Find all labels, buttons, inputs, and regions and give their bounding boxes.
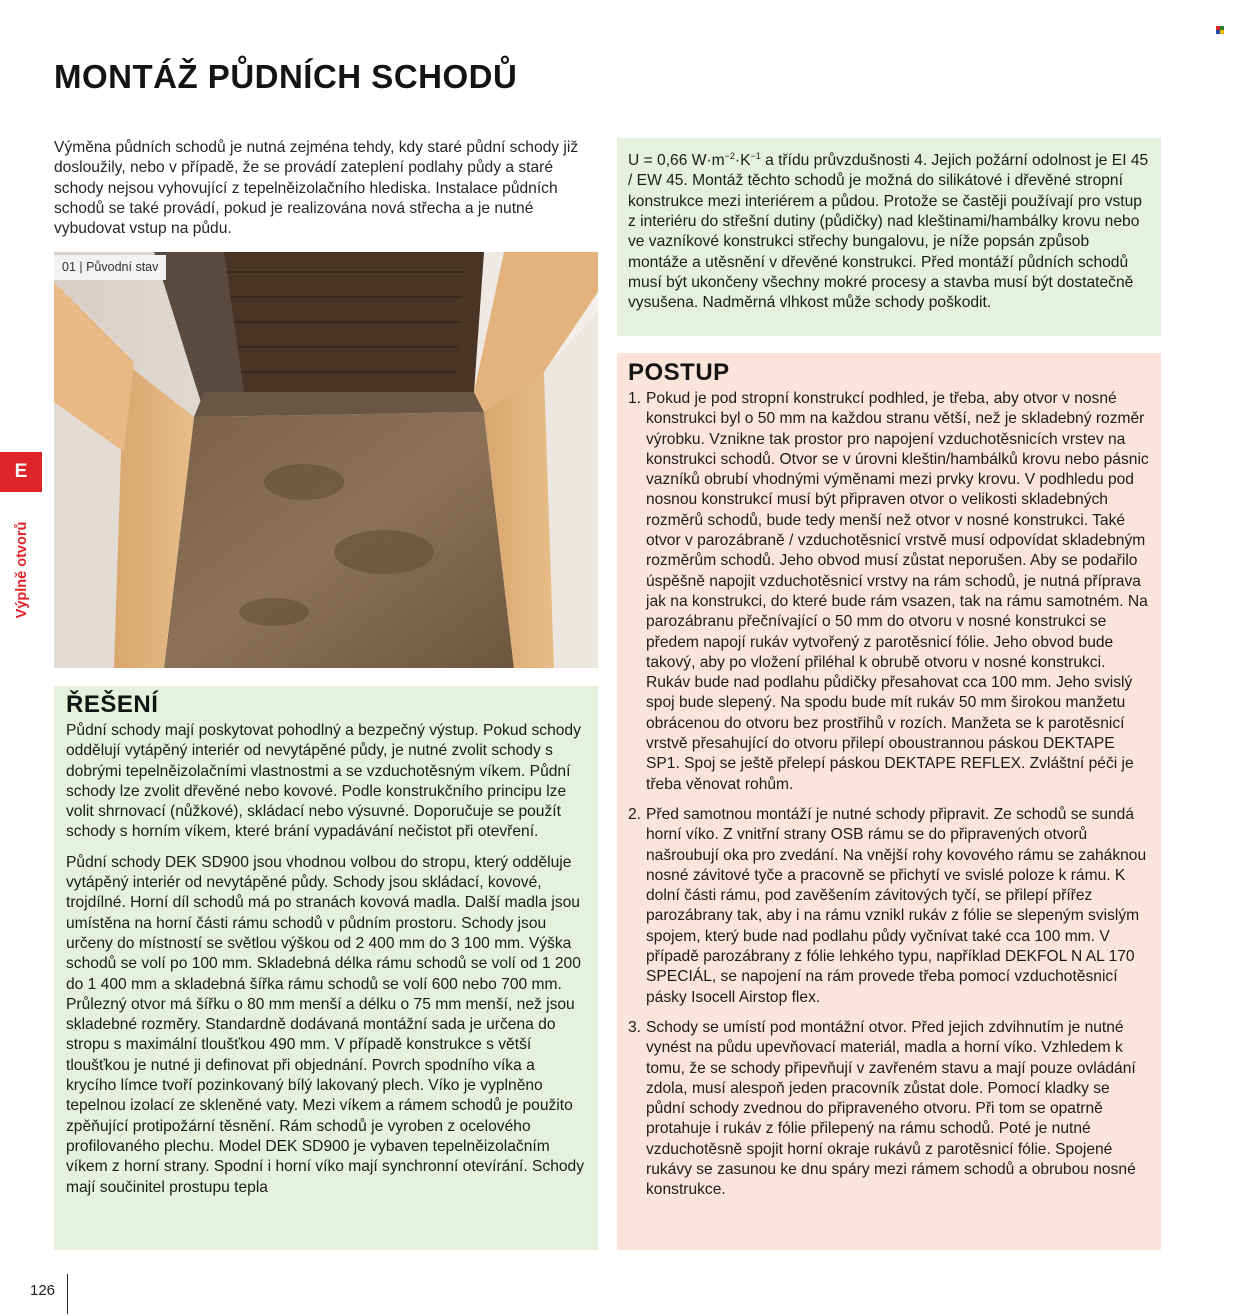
- step-text: Pokud je pod stropní konstrukcí podhled, je třeba, aby otvor v nosné konstrukci byl o 50 mm na každou stranu větší, než je skladebný rozměr výrobku. Vznikne tak prostor pro napojení vzduchotěsnicích vrstev na konstrukci schodů. Otvor se v úrovni kleštin/hambálků krovu nebo pásnic vazníků obrubí vhodnými výměnami mezi prvky krovu. V podhledu pod nosnou konstrukcí musí být připraven otvor o velikosti skladebných rozměrů schodů, bude tedy menší než otvor v nosné konstrukci. Také otvor v parozábraně / vzduchotěsnicí vrstvě musí odpovídat skladebným rozměrům schodů. Jeho obvod musí zůstat neporušen. Aby se podařilo úspěšně napojit vzduchotěsnicí vrstvy na rám schodů, je nutná příprava jak na konstrukci, do které bude rám vsazen, tak na rámu samotném. Na parozábranu přečnívající o 50 mm do otvoru v nosné konstrukci se předem napojí rukáv vytvořený z parotěsnicí fólie. Jeho obvod bude takový, aby po vložení přiléhal k obrubě otvoru v nosné konstrukci. Rukáv bude nad podlahu půdičky přesahovat cca 100 mm. Jeho svislý spoj bude slepený. Na spodu bude mít rukáv 50 mm širokou manžetu obrácenou do otvoru bez prostřihů v rozích. Manžeta se k parotěsnicí vrstvě přesahující do otvoru přilepí oboustrannou páskou DEKTAPE SP1. Spoj se ještě přelepí páskou DEKTAPE REFLEX. Zvláštní péči je třeba věnovat rohům.: [646, 390, 1149, 793]
- reseni-paragraph-2: Půdní schody DEK SD900 jsou vhodnou volbou do stropu, který odděluje vytápěný interiér od nevytápěné půdy. Schody jsou skládací, kovové, trojdílné. Horní díl schodů má po stranách kovová madla. Další madla jsou umístěna na horní části rámu schodů v půdním prostoru. Schody jsou určeny do místností se světlou výškou od 2 400 mm do 3 100 mm. Výška schodů se volí po 100 mm. Skladebná délka rámu schodů se volí od 1 200 do 1 400 mm a skladebná šířka rámu schodů se volí 600 nebo 700 mm. Průlezný otvor má šířku o 80 mm menší a délku o 75 mm menší, než jsou skladebné rozměry. Standardně dodávaná montážní sada je určena do stropu s maximální tloušťkou 490 mm. V případě konstrukce s větší tloušťkou je nutné ji definovat při objednání. Povrch spodního víka a krycího límce tvoří pozinkovaný bílý lakovaný plech. Víko je vyplněno tepelnou izolací ze skleněné vaty. Mezi víkem a rámem schodů je použito zpěňující protipožární těsnění. Rám schodů je vyroben z ocelového profilovaného plechu. Model DEK SD900 je vybaven tepelněizolačním víkem z horní strany. Spodní i horní víko mají synchronní otevírání. Schody mají součinitel prostupu tepla: [66, 853, 585, 1196]
- photo-caption: 01 | Původní stav: [54, 255, 166, 280]
- reseni-box: [54, 686, 598, 1250]
- section-tab: E: [0, 452, 42, 492]
- postup-step-3: [628, 1018, 1151, 1201]
- postup-steps: [628, 389, 1151, 1201]
- continuation-paragraph: [628, 146, 1151, 314]
- page-number-rule: [67, 1274, 68, 1314]
- continuation-box: [617, 138, 1161, 336]
- photo-illustration: [54, 252, 598, 668]
- u-exponent-2: −1: [750, 151, 761, 161]
- attic-stairs-photo: [54, 252, 598, 668]
- u-exponent-1: −2: [724, 151, 735, 161]
- page-title: MONTÁŽ PŮDNÍCH SCHODŮ: [54, 58, 518, 95]
- u-value-prefix: U = 0,66 W·m: [628, 152, 725, 170]
- postup-step-1: [628, 389, 1151, 795]
- step-number: 1.: [628, 390, 642, 407]
- postup-heading: POSTUP: [628, 359, 730, 386]
- continuation-text: a třídu průvzdušnosti 4. Jejich požární odolnost je EI 45 / EW 45. Montáž těchto schodů je možná do silikátové i dřevěné stropní konstrukce mezi interiérem a půdou. Protože se častěji používají pro vstup z interiéru do střešní dutiny (půdičky) nad kleštinami/hambálky krovu nebo ve vazníkové konstrukci střechy bungalovu, je níže popsán způsob montáže a utěsnění v dřevěné konstrukci. Před montáží půdních schodů musí být ukončeny všechny mokré procesy a stavba musí být dostatečně vysušena. Nadměrná vlhkost může schody poškodit.: [628, 152, 1149, 312]
- postup-box: [617, 353, 1161, 1250]
- reseni-heading: ŘEŠENÍ: [66, 691, 159, 718]
- step-number: 3.: [628, 1018, 642, 1036]
- corner-mark-icon: [1216, 26, 1224, 34]
- step-text: Schody se umístí pod montážní otvor. Před jejich zdvihnutím je nutné vynést na půdu upevňovací materiál, madla a horní víko. Vzhledem k tomu, že se schody připevňují v zavřeném stavu a mají pouze ovládání zdola, musí alespoň jeden pracovník zůstat dole. Pomocí kladky se půdní schody zvednou do připraveného otvoru. Při tom se opatrně protahuje i rukáv z fólie přilepený na rámu schodů. Poté je nutné vzduchotěsně spojit horní okraje rukávů z parotěsnicí fólie. Spojené rukávy se zasunou ke dnu spáry mezi rámem schodů a obrubou nosné konstrukce.: [646, 1018, 1136, 1199]
- step-text: Před samotnou montáží je nutné schody připravit. Ze schodů se sundá horní víko. Z vnitřní strany OSB rámu se do připravených otvorů našroubují oka pro zvedání. Na vnější rohy kovového rámu se zaháknou nosné závitové tyče a pracovně se přichytí ve svislé poloze k rámu. K dolní části rámu, pod zavěšením závitových tyčí, se přilepí přířez parozábrany tak, aby i na rámu vznikl rukáv z fólie se slepeným svislým spojem, který bude nad podlahu půdy vyčnívat také cca 100 mm. V případě parozábrany z fólie lehkého typu, například DEKFOL N AL 170 SPECIÁL, se napojení na rám provede třeba pomocí vzduchotěsnicí pásky Isocell Airstop flex.: [646, 805, 1147, 1006]
- reseni-paragraph-1: Půdní schody mají poskytovat pohodlný a bezpečný výstup. Pokud schody oddělují vytápěný interiér od nevytápěné půdy, je nutné zvolit schody s dobrými tepelněizolačními vlastnostmi a se vzduchotěsným víkem. Půdní schody lze zvolit dřevěné nebo kovové. Podle konstrukčního principu lze volit shrnovací (nůžkové), skládací nebo výsuvné. Doporučuje se použít schody s horním víkem, které brání vypadávání nečistot při otevření.: [66, 722, 581, 841]
- intro-paragraph: Výměna půdních schodů je nutná zejména tehdy, kdy staré půdní schody již dosloužily, nebo v případě, že se provádí zateplení podlahy půdy a staré schody nejsou vyhovující z tepelněizolačního hlediska. Instalace půdních schodů se také provádí, pokud je realizována nová střecha a je nutné vybudovat vstup na půdu.: [54, 139, 579, 238]
- postup-step-2: [628, 805, 1151, 1008]
- section-label: Výplně otvorů: [14, 521, 30, 619]
- u-value-unit: ·K: [734, 152, 751, 170]
- page-number: 126: [30, 1282, 56, 1299]
- step-number: 2.: [628, 805, 642, 823]
